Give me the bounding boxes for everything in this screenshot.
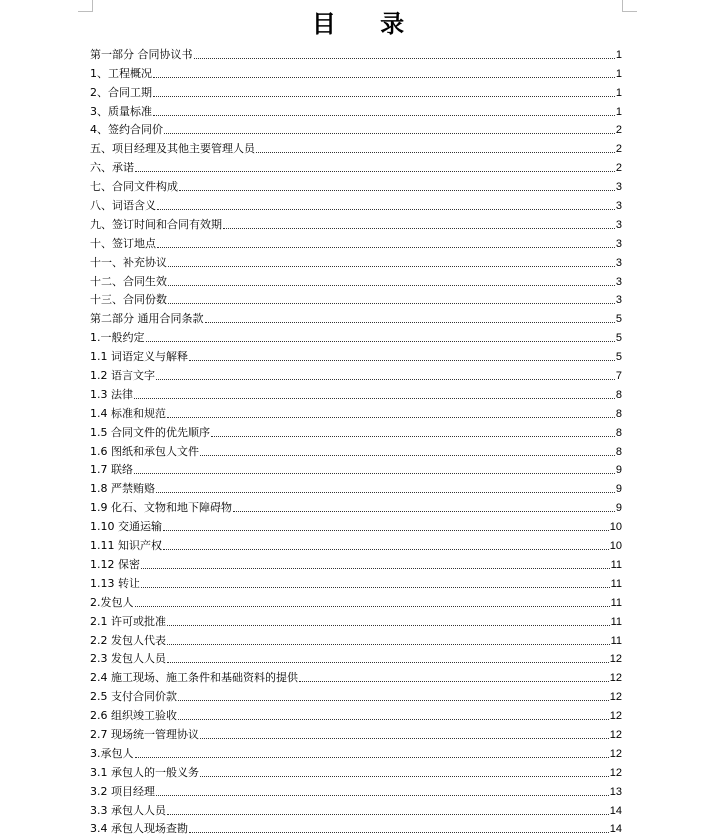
toc-entry[interactable]	[90, 421, 622, 440]
toc-entry[interactable]	[90, 742, 622, 761]
toc-entry-page-number[interactable]: 3	[615, 237, 622, 250]
toc-dot-leader	[167, 416, 615, 418]
toc-dot-leader	[156, 491, 615, 493]
toc-entry-page-number[interactable]: 7	[615, 370, 622, 383]
toc-entry-label[interactable]: 2.2 发包人代表	[90, 633, 166, 647]
toc-entry-page-number[interactable]: 5	[615, 332, 622, 345]
toc-entry-page-number[interactable]: 5	[615, 351, 622, 364]
toc-entry[interactable]	[90, 119, 622, 138]
toc-entry[interactable]	[90, 326, 622, 345]
toc-entry-page-number[interactable]: 2	[615, 162, 622, 175]
toc-dot-leader	[141, 586, 610, 588]
toc-entry-page-number[interactable]: 3	[615, 200, 622, 213]
toc-entry-page-number[interactable]: 11	[610, 596, 622, 609]
toc-entry-label[interactable]: 十三、合同份数	[90, 293, 167, 307]
toc-entry[interactable]	[90, 459, 622, 478]
toc-entry[interactable]	[90, 591, 622, 610]
toc-dot-leader	[146, 340, 615, 342]
toc-dot-leader	[156, 794, 609, 796]
toc-entry-label[interactable]: 1.10 交通运输	[90, 520, 162, 534]
toc-dot-leader	[233, 510, 615, 512]
toc-dot-leader	[164, 132, 615, 134]
toc-dot-leader	[153, 76, 615, 78]
toc-entry-page-number[interactable]: 1	[615, 105, 622, 118]
toc-dot-leader	[299, 680, 609, 682]
toc-dot-leader	[134, 472, 615, 474]
toc-entry-page-number[interactable]: 8	[615, 445, 622, 458]
toc-entry-page-number[interactable]: 1	[615, 67, 622, 80]
toc-dot-leader	[167, 813, 609, 815]
toc-entry-page-number[interactable]: 1	[615, 86, 622, 99]
toc-entry[interactable]	[90, 175, 622, 194]
toc-entry-label[interactable]: 1.6 图纸和承包人文件	[90, 444, 199, 458]
toc-entry-page-number[interactable]: 8	[615, 426, 622, 439]
toc-entry-page-number[interactable]: 14	[609, 823, 622, 836]
toc-dot-leader	[134, 397, 615, 399]
toc-entry-label[interactable]: 七、合同文件构成	[90, 180, 178, 194]
toc-dot-leader	[157, 208, 615, 210]
toc-entry-label[interactable]: 1.8 严禁贿赂	[90, 482, 155, 496]
toc-dot-leader	[205, 321, 615, 323]
toc-dot-leader	[200, 775, 609, 777]
toc-entry-label[interactable]: 1、工程概况	[90, 66, 152, 80]
toc-entry[interactable]	[90, 610, 622, 629]
toc-dot-leader	[135, 605, 610, 607]
toc-entry-page-number[interactable]: 11	[610, 634, 622, 647]
toc-entry[interactable]	[90, 704, 622, 723]
toc-entry-page-number[interactable]: 11	[610, 615, 622, 628]
toc-entry-label[interactable]: 1.12 保密	[90, 557, 140, 571]
toc-entry-label[interactable]: 2.发包人	[90, 595, 134, 609]
toc-entry[interactable]	[90, 383, 622, 402]
toc-entry[interactable]	[90, 156, 622, 175]
toc-entry-label[interactable]: 1.一般约定	[90, 331, 145, 345]
toc-dot-leader	[211, 435, 615, 437]
toc-entry-page-number[interactable]: 9	[615, 483, 622, 496]
toc-entry-label[interactable]: 1.7 联络	[90, 463, 133, 477]
toc-entry-page-number[interactable]: 10	[609, 540, 622, 553]
toc-entry-label[interactable]: 3、质量标准	[90, 104, 152, 118]
toc-entry-label[interactable]: 2.1 许可或批准	[90, 614, 166, 628]
toc-entry[interactable]	[90, 515, 622, 534]
toc-entry[interactable]	[90, 534, 622, 553]
toc-entry[interactable]	[90, 440, 622, 459]
toc-entry[interactable]	[90, 289, 622, 308]
toc-dot-leader	[168, 284, 615, 286]
toc-dot-leader	[168, 302, 615, 304]
toc-entry[interactable]	[90, 629, 622, 648]
toc-dot-leader	[167, 624, 610, 626]
toc-dot-leader	[163, 548, 609, 550]
toc-entry[interactable]	[90, 232, 622, 251]
toc-entry[interactable]	[90, 477, 622, 496]
toc-entry-page-number[interactable]: 3	[615, 181, 622, 194]
toc-entry-page-number[interactable]: 12	[609, 747, 622, 760]
toc-dot-leader	[168, 265, 615, 267]
toc-entry[interactable]	[90, 666, 622, 685]
toc-entry[interactable]	[90, 780, 622, 799]
toc-entry-page-number[interactable]: 2	[615, 143, 622, 156]
toc-entry-label[interactable]: 2.5 支付合同价款	[90, 690, 177, 704]
table-of-contents	[90, 43, 622, 836]
toc-entry-page-number[interactable]: 12	[609, 653, 622, 666]
toc-entry[interactable]	[90, 648, 622, 667]
toc-dot-leader	[163, 529, 609, 531]
toc-entry[interactable]	[90, 364, 622, 383]
toc-entry-label[interactable]: 五、项目经理及其他主要管理人员	[90, 142, 255, 156]
toc-entry-page-number[interactable]: 5	[615, 313, 622, 326]
toc-entry[interactable]	[90, 496, 622, 515]
toc-entry-label[interactable]: 3.1 承包人的一般义务	[90, 765, 199, 779]
toc-entry-label[interactable]: 3.2 项目经理	[90, 784, 155, 798]
toc-entry-page-number[interactable]: 9	[615, 502, 622, 515]
toc-entry[interactable]	[90, 213, 622, 232]
toc-entry-label[interactable]: 2.6 组织竣工验收	[90, 709, 177, 723]
toc-entry-page-number[interactable]: 12	[609, 728, 622, 741]
toc-entry-page-number[interactable]: 12	[609, 766, 622, 779]
toc-dot-leader	[189, 359, 615, 361]
toc-entry-label[interactable]: 1.1 词语定义与解释	[90, 350, 188, 364]
toc-entry-label[interactable]: 1.11 知识产权	[90, 539, 162, 553]
toc-entry-page-number[interactable]: 1	[615, 48, 622, 61]
toc-entry[interactable]	[90, 43, 622, 62]
toc-dot-leader	[153, 95, 615, 97]
toc-entry-page-number[interactable]: 14	[609, 804, 622, 817]
toc-dot-leader	[141, 567, 610, 569]
toc-entry[interactable]	[90, 818, 622, 837]
toc-dot-leader	[156, 378, 615, 380]
toc-dot-leader	[189, 831, 609, 833]
toc-entry[interactable]	[90, 307, 622, 326]
toc-entry-page-number[interactable]: 3	[615, 218, 622, 231]
toc-entry-page-number[interactable]: 12	[609, 710, 622, 723]
toc-entry-label[interactable]: 1.2 语言文字	[90, 369, 155, 383]
toc-entry-label[interactable]: 八、词语含义	[90, 199, 156, 213]
toc-entry-label[interactable]: 2.4 施工现场、施工条件和基础资料的提供	[90, 671, 298, 685]
toc-entry[interactable]	[90, 194, 622, 213]
toc-entry-page-number[interactable]: 11	[610, 558, 622, 571]
toc-entry-page-number[interactable]: 3	[615, 275, 622, 288]
toc-entry-page-number[interactable]: 11	[610, 577, 622, 590]
toc-entry-page-number[interactable]: 12	[609, 691, 622, 704]
toc-dot-leader	[135, 756, 609, 758]
toc-dot-leader	[167, 643, 610, 645]
toc-dot-leader	[167, 661, 609, 663]
toc-entry[interactable]	[90, 572, 622, 591]
toc-entry-page-number[interactable]: 3	[615, 294, 622, 307]
toc-entry[interactable]	[90, 685, 622, 704]
toc-entry-label[interactable]: 六、承诺	[90, 161, 134, 175]
toc-entry-label[interactable]: 十二、合同生效	[90, 274, 167, 288]
toc-dot-leader	[200, 737, 609, 739]
toc-entry-page-number[interactable]: 3	[615, 256, 622, 269]
toc-dot-leader	[200, 454, 615, 456]
toc-dot-leader	[178, 699, 609, 701]
toc-entry-page-number[interactable]: 8	[615, 388, 622, 401]
toc-entry-page-number[interactable]: 8	[615, 407, 622, 420]
toc-entry-label[interactable]: 1.4 标准和规范	[90, 406, 166, 420]
toc-entry[interactable]	[90, 761, 622, 780]
toc-entry-label[interactable]: 3.承包人	[90, 746, 134, 760]
toc-entry-label[interactable]: 2.7 现场统一管理协议	[90, 727, 199, 741]
toc-entry-label[interactable]: 2.3 发包人人员	[90, 652, 166, 666]
toc-entry-label[interactable]: 第二部分 通用合同条款	[90, 312, 204, 326]
toc-dot-leader	[135, 170, 615, 172]
toc-entry-label[interactable]: 第一部分 合同协议书	[90, 47, 193, 61]
toc-entry-label[interactable]: 九、签订时间和合同有效期	[90, 217, 222, 231]
toc-entry-page-number[interactable]: 12	[609, 672, 622, 685]
toc-entry-label[interactable]: 1.9 化石、文物和地下障碍物	[90, 501, 232, 515]
toc-entry[interactable]	[90, 345, 622, 364]
toc-entry[interactable]	[90, 270, 622, 289]
toc-entry-label[interactable]: 3.4 承包人现场查勘	[90, 822, 188, 836]
toc-entry-label[interactable]: 4、签约合同价	[90, 123, 163, 137]
toc-entry-label[interactable]: 1.5 合同文件的优先顺序	[90, 425, 210, 439]
toc-entry[interactable]	[90, 402, 622, 421]
toc-dot-leader	[153, 114, 615, 116]
toc-dot-leader	[223, 227, 615, 229]
toc-entry-page-number[interactable]: 2	[615, 124, 622, 137]
toc-title: 目 录	[311, 9, 423, 38]
toc-entry-page-number[interactable]: 13	[609, 785, 622, 798]
toc-entry[interactable]	[90, 553, 622, 572]
toc-entry-label[interactable]: 2、合同工期	[90, 85, 152, 99]
toc-entry-label[interactable]: 十、签订地点	[90, 236, 156, 250]
toc-entry[interactable]	[90, 137, 622, 156]
toc-dot-leader	[179, 189, 615, 191]
toc-dot-leader	[178, 718, 609, 720]
toc-entry-label[interactable]: 3.3 承包人人员	[90, 803, 166, 817]
toc-entry[interactable]	[90, 799, 622, 818]
toc-entry-label[interactable]: 1.13 转让	[90, 576, 140, 590]
toc-entry-label[interactable]: 十一、补充协议	[90, 255, 167, 269]
toc-entry-page-number[interactable]: 9	[615, 464, 622, 477]
toc-entry[interactable]	[90, 251, 622, 270]
toc-dot-leader	[157, 246, 615, 248]
toc-entry[interactable]	[90, 100, 622, 119]
toc-dot-leader	[256, 151, 615, 153]
toc-entry[interactable]	[90, 723, 622, 742]
toc-entry[interactable]	[90, 81, 622, 100]
toc-entry-label[interactable]: 1.3 法律	[90, 387, 133, 401]
toc-entry[interactable]	[90, 62, 622, 81]
toc-entry-page-number[interactable]: 10	[609, 521, 622, 534]
toc-dot-leader	[194, 57, 615, 59]
